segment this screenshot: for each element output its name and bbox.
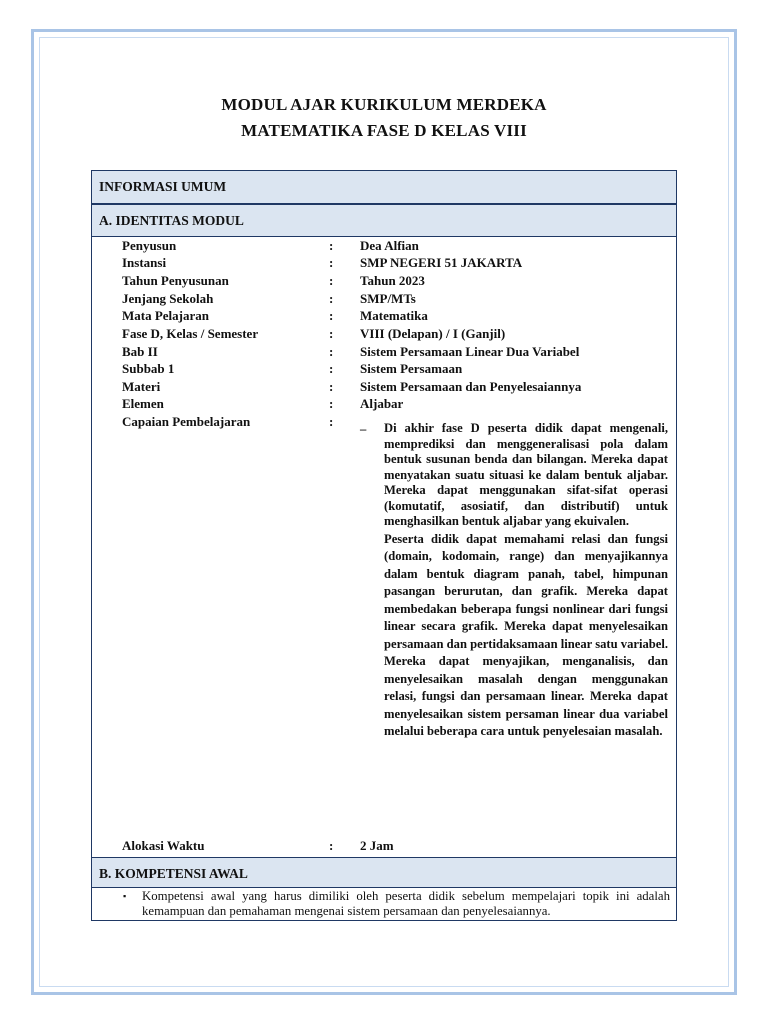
row-value: SMP/MTs xyxy=(360,291,416,306)
row-value: Sistem Persamaan xyxy=(360,361,463,376)
row-separator: : xyxy=(329,291,334,306)
dash-marker: – xyxy=(360,422,367,436)
row-separator: : xyxy=(329,344,334,359)
row-label: Mata Pelajaran xyxy=(122,308,210,323)
section-identitas-modul: A. IDENTITAS MODUL xyxy=(92,204,676,237)
module-info-table xyxy=(91,170,677,921)
row-separator: : xyxy=(329,273,334,288)
row-value: Aljabar xyxy=(360,396,404,411)
document-subtitle: MATEMATIKA FASE D KELAS VIII xyxy=(241,121,527,140)
kompetensi-awal-item xyxy=(120,889,670,919)
document-title: MODUL AJAR KURIKULUM MERDEKA xyxy=(221,95,547,114)
row-label: Jenjang Sekolah xyxy=(122,291,214,306)
row-separator: : xyxy=(329,255,334,270)
row-value: SMP NEGERI 51 JAKARTA xyxy=(360,255,523,270)
row-value: Matematika xyxy=(360,308,428,323)
row-label: Alokasi Waktu xyxy=(122,838,205,853)
row-separator: : xyxy=(329,838,334,853)
row-label: Subbab 1 xyxy=(122,361,175,376)
row-label: Bab II xyxy=(122,344,158,359)
row-separator: : xyxy=(329,238,334,253)
row-label: Fase D, Kelas / Semester xyxy=(122,326,259,341)
row-label: Capaian Pembelajaran xyxy=(122,414,251,429)
capaian-pembelajaran-text xyxy=(360,421,668,741)
row-value: 2 Jam xyxy=(360,838,394,853)
row-separator: : xyxy=(329,396,334,411)
section-informasi-umum: INFORMASI UMUM xyxy=(92,171,676,204)
row-value: Sistem Persamaan Linear Dua Variabel xyxy=(360,344,580,359)
row-separator: : xyxy=(329,361,334,376)
kompetensi-awal-text: Kompetensi awal yang harus dimiliki oleh peserta didik sebelum mempelajari topik ini adalah kemampuan dan pemahaman mengenai sistem persamaan dan penyelesaiannya. xyxy=(142,889,670,918)
row-separator: : xyxy=(329,379,334,394)
row-value: Dea Alfian xyxy=(360,238,419,253)
row-value: Tahun 2023 xyxy=(360,273,425,288)
row-separator: : xyxy=(329,414,334,429)
row-label: Penyusun xyxy=(122,238,177,253)
row-label: Tahun Penyusunan xyxy=(122,273,229,288)
row-label: Materi xyxy=(122,379,161,394)
row-label: Instansi xyxy=(122,255,167,270)
section-kompetensi-awal: B. KOMPETENSI AWAL xyxy=(92,857,676,888)
row-value: Sistem Persamaan dan Penyelesaiannya xyxy=(360,379,582,394)
row-label: Elemen xyxy=(122,396,164,411)
row-separator: : xyxy=(329,308,334,323)
capaian-paragraph-1: Di akhir fase D peserta didik dapat mengenali, memprediksi dan menggeneralisasi pola dalam bentuk susunan benda dan bilangan. Mereka dapat menyatakan suatu situasi ke dalam bentuk aljabar. Mereka dapat menggunakan sifat-sifat operasi (komutatif, asosiatif, dan distributif) untuk menghasilkan bentuk aljabar yang ekuivalen. xyxy=(384,421,668,528)
row-separator: : xyxy=(329,326,334,341)
row-value: VIII (Delapan) / I (Ganjil) xyxy=(360,326,506,341)
bullet-icon: ▪ xyxy=(123,891,127,901)
capaian-paragraph-2: Peserta didik dapat memahami relasi dan fungsi (domain, kodomain, range) dan menyajikannya dalam bentuk diagram panah, tabel, himpunan pasangan berurutan, dan grafik. Mereka dapat membedakan beberapa fungsi nonlinear dari fungsi linear secara grafik. Mereka dapat menyelesaikan persamaan dan pertidaksamaan linear satu variabel. Mereka dapat menyajikan, menganalisis, dan menyelesaikan masalah dengan menggunakan relasi, fungsi dan persamaan linear. Mereka dapat menyelesaikan sistem persaman linear dua variabel melalui beberapa cara untuk penyelesaian masalah. xyxy=(384,531,668,738)
